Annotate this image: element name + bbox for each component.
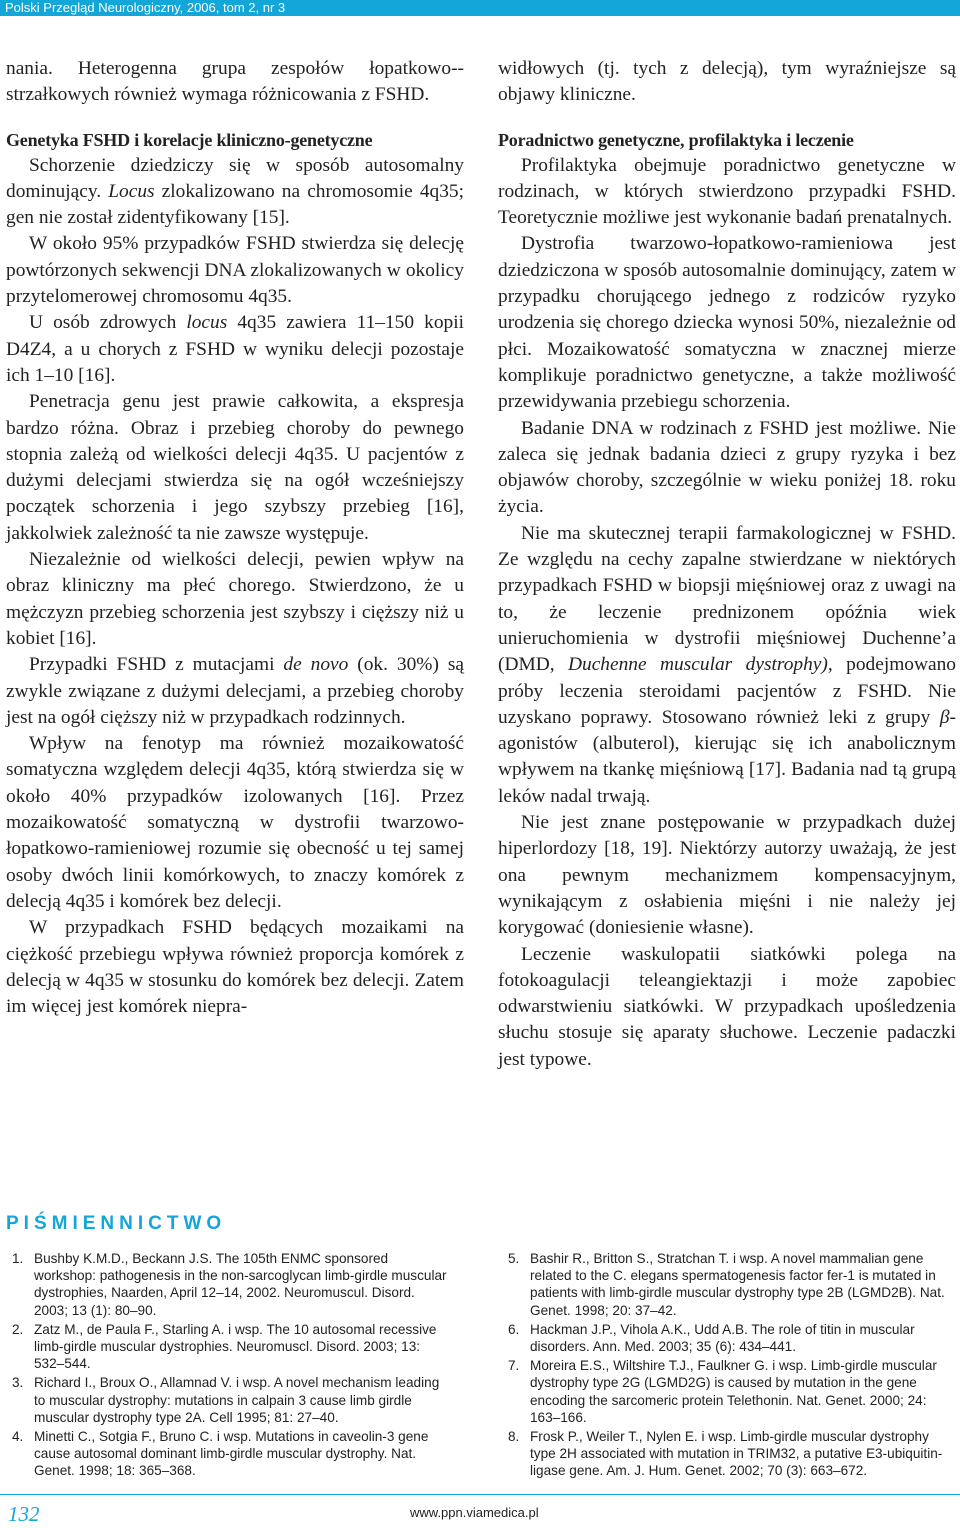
paragraph: Badanie DNA w rodzinach z FSHD jest możliwe. Nie zaleca się jednak badania dzieci z grupy ryzyka i bez objawów choroby, szczególnie w wieku poniżej 18. roku życia. [498, 417, 956, 518]
paragraph: Dystrofia twarzowo-łopatkowo-ramieniowa jest dziedziczona w sposób autosomalnie dominujący, zatem w przypadku chorującego jednego z rodziców ryzyko urodzenia się chorego dziecka wynosi 50%, niezależnie od płci. Mozaikowatość somatyczna w znacznej mierze komplikuje poradnictwo genetyczne, a także możliwość przewidywania przebiegu schorzenia. [498, 233, 956, 413]
paragraph: widłowych (tj. tych z delecją), tym wyraźniejsze są objawy kliniczne. [498, 58, 956, 106]
left-column [6, 56, 464, 1020]
section-heading-counseling: Poradnictwo genetyczne, profilaktyka i leczenie [498, 129, 854, 150]
references-list-left [12, 1250, 452, 1482]
paragraph: W około 95% przypadków FSHD stwierdza się delecję powtórzonych sekwencji DNA zlokalizowanych w okolicy przytelomerowej chromosomu 4q35. [6, 233, 464, 308]
paragraph: Profilaktyka obejmuje poradnictwo genetyczne w rodzinach, w których stwierdzono przypadki FSHD. Teoretycznie możliwe jest wykonanie badań prenatalnych. [498, 154, 956, 229]
references-list-right [508, 1250, 948, 1482]
paragraph: Nie jest znane postępowanie w przypadkach dużej hiperlordozy [18, 19]. Niektórzy autorzy uważają, że jest ona pewnym mechanizmem kompensacyjnym, wynikającym z osłabienia mięśni i nie należy jej korygować (doniesienie własne). [498, 812, 956, 939]
reference-item: 2. Zatz M., de Paula F., Starling A. i wsp. The 10 autosomal recessive limb-girdle muscular dystrophies. Neuromuscl. Disord. 2003; 13: 532–544. [12, 1321, 437, 1372]
paragraph: U osób zdrowych locus 4q35 zawiera 11–150 kopii D4Z4, a u chorych z FSHD w wyniku delecji pozostaje ich 1–10 [16]. [6, 312, 464, 386]
reference-item: 6. Hackman J.P., Vihola A.K., Udd A.B. The role of titin in muscular disorders. Ann. Med. 2003; 35 (6): 434–441. [508, 1321, 915, 1355]
references-heading: PIŚMIENNICTWO [6, 1213, 227, 1234]
right-column [498, 56, 956, 1073]
paragraph: Przypadki FSHD z mutacjami de novo (ok. 30%) są zwykle związane z dużymi delecjami, a przebieg choroby jest na ogół cięższy niż w przypadkach rodzinnych. [6, 654, 464, 728]
running-header: Polski Przegląd Neurologiczny, 2006, tom 2, nr 3 [0, 0, 960, 16]
paragraph: Leczenie waskulopatii siatkówki polega na fotokoagulacji teleangiektazji i może zapobiec odwarstwieniu siatkówki. W przypadkach upośledzenia słuchu stosuje się aparaty słuchowe. Leczenie padaczki jest typowe. [498, 943, 956, 1070]
paragraph: Wpływ na fenotyp ma również mozaikowatość somatyczna względem delecji 4q35, którą stwierdza się w około 40% przypadków izolowanych [16]. Przez mozaikowatość somatyczną w dystrofii twarzowo-łopatkowo-ramieniowej rozumie się obecność u tej samej osoby dwóch linii komórkowych, to znaczy komórek z delecją 4q35 i komórek bez delecji. [6, 733, 464, 912]
reference-item: 7. Moreira E.S., Wiltshire T.J., Faulkner G. i wsp. Limb-girdle muscular dystrophy type 2G (LGMD2G) is caused by mutation in the gene encoding the sarcomeric protein Telethonin. Nat. Genet. 2000; 24: 163–166. [508, 1358, 937, 1425]
reference-item: 1. Bushby K.M.D., Beckann J.S. The 105th ENMC sponsored workshop: pathogenesis in the non-sarcoglycan limb-girdle muscular dystrophies, Naarden, April 12–14, 2002. Neuromuscul. Disord. 2003; 13 (1): 80–90. [12, 1251, 447, 1318]
paragraph: nania. Heterogenna grupa zespołów łopatkowo--strzałkowych również wymaga różnicowania z FSHD. [6, 58, 464, 106]
reference-item: 5. Bashir R., Britton S., Stratchan T. i wsp. A novel mammalian gene related to the C. elegans spermatogenesis factor fer-1 is mutated in patients with limb-girdle muscular dystrophy type 2B (LGMD2B). Nat. Genet. 1998; 20: 37–42. [508, 1251, 945, 1318]
paragraph: Nie ma skutecznej terapii farmakologicznej w FSHD. Ze względu na cechy zapalne stwierdzane w niektórych przypadkach FSHD w biopsji mięśniowej oraz z uwagi na to, że leczenie prednizonem opóźnia wiek unieruchomienia w dystrofii mięśniowej Duchenne’a (DMD, Duchenne muscular dystrophy), podejmowano próby leczenia steroidami pacjentów z FSHD. Nie uzyskano poprawy. Stosowano również leki z grupy β-agonistów (albuterol), kierując się ich anabolicznym wpływem na tkankę mięśniową [17]. Badania nad tą grupą leków nadal trwają. [498, 522, 956, 807]
page-number: 132 [8, 1502, 40, 1526]
section-heading-genetics: Genetyka FSHD i korelacje kliniczno-genetyczne [6, 129, 373, 150]
paragraph: Niezależnie od wielkości delecji, pewien wpływ na obraz kliniczny ma płeć chorego. Stwierdzono, że u mężczyzn przebieg schorzenia jest szybszy i cięższy niż u kobiet [16]. [6, 549, 464, 649]
paragraph: Penetracja genu jest prawie całkowita, a ekspresja bardzo różna. Obraz i przebieg choroby do pewnego stopnia zależą od wielkości delecji 4q35. U pacjentów z dużymi delecjami stwierdza się na ogół wcześniejszy początek schorzenia i jego szybszy przebieg [16], jakkolwiek zależność ta nie zawsze występuje. [6, 391, 464, 544]
journal-url[interactable]: www.ppn.viamedica.pl [410, 1505, 539, 1520]
reference-item: 3. Richard I., Broux O., Allamnad V. i wsp. A novel mechanism leading to muscular dystrophy: mutations in calpain 3 cause limb girdle muscular dystrophy type 2A. Cell 1995; 81: 27–40. [12, 1375, 440, 1425]
paragraph: Schorzenie dziedziczy się w sposób autosomalny dominujący. Locus zlokalizowano na chromosomie 4q35; gen nie został zidentyfikowany [15]. [6, 154, 465, 229]
reference-item: 4. Minetti C., Sotgia F., Bruno C. i wsp. Mutations in caveolin-3 gene cause autosomal dominant limb-girdle muscular dystrophy. Nat. Genet. 1998; 18: 365–368. [12, 1429, 429, 1479]
paragraph: W przypadkach FSHD będących mozaikami na ciężkość przebiegu wpływa również proporcja komórek z delecją w 4q35 w stosunku do komórek bez delecji. Zatem im więcej jest komórek niepra- [6, 917, 464, 1018]
footer-divider [0, 1494, 960, 1495]
reference-item: 8. Frosk P., Weiler T., Nylen E. i wsp. Limb-girdle muscular dystrophy type 2H associated with mutation in TRIM32, a putative E3-ubiquitin-ligase gene. Am. J. Hum. Genet. 2002; 70 (3): 663–672. [508, 1429, 943, 1479]
